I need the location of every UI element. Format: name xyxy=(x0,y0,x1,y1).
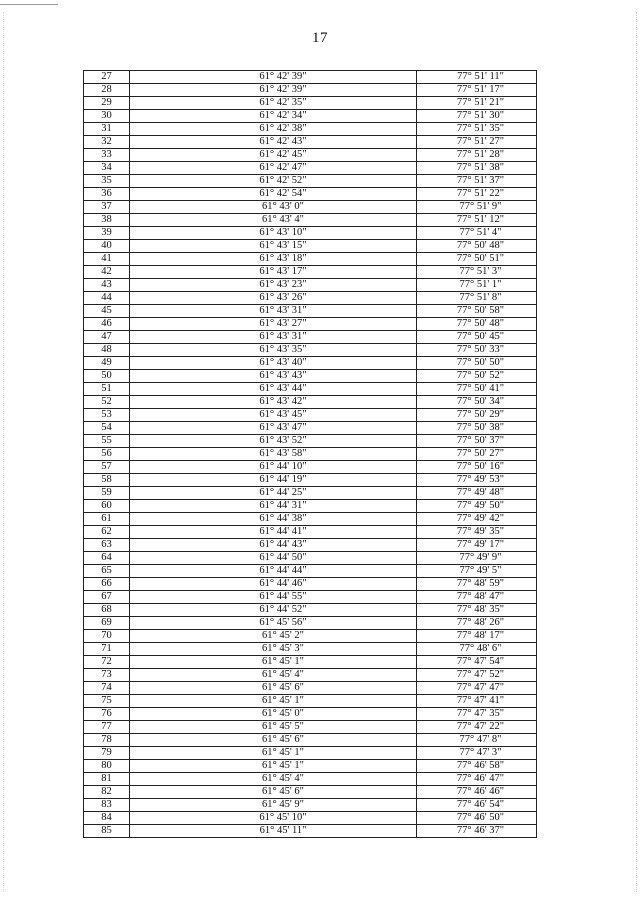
longitude-cell: 77° 47' 52" xyxy=(417,669,537,682)
longitude-cell: 77° 48' 47" xyxy=(417,591,537,604)
point-number-cell: 72 xyxy=(84,656,130,669)
table-row xyxy=(84,253,537,266)
point-number-cell: 32 xyxy=(84,136,130,149)
table-row xyxy=(84,383,537,396)
table-row xyxy=(84,461,537,474)
coordinates-table-body xyxy=(84,71,537,838)
latitude-cell: 61° 45' 1" xyxy=(130,656,417,669)
longitude-cell: 77° 47' 41" xyxy=(417,695,537,708)
table-row xyxy=(84,630,537,643)
point-number-cell: 49 xyxy=(84,357,130,370)
table-row xyxy=(84,656,537,669)
longitude-cell: 77° 47' 47" xyxy=(417,682,537,695)
table-row xyxy=(84,370,537,383)
table-row xyxy=(84,643,537,656)
point-number-cell: 85 xyxy=(84,825,130,838)
table-row xyxy=(84,448,537,461)
table-row xyxy=(84,318,537,331)
point-number-cell: 56 xyxy=(84,448,130,461)
longitude-cell: 77° 50' 27" xyxy=(417,448,537,461)
table-row xyxy=(84,71,537,84)
point-number-cell: 82 xyxy=(84,786,130,799)
longitude-cell: 77° 51' 30" xyxy=(417,110,537,123)
longitude-cell: 77° 51' 11" xyxy=(417,71,537,84)
point-number-cell: 64 xyxy=(84,552,130,565)
latitude-cell: 61° 44' 52" xyxy=(130,604,417,617)
latitude-cell: 61° 43' 10" xyxy=(130,227,417,240)
longitude-cell: 77° 51' 8" xyxy=(417,292,537,305)
latitude-cell: 61° 43' 58" xyxy=(130,448,417,461)
longitude-cell: 77° 49' 42" xyxy=(417,513,537,526)
longitude-cell: 77° 48' 26" xyxy=(417,617,537,630)
table-row xyxy=(84,344,537,357)
point-number-cell: 81 xyxy=(84,773,130,786)
longitude-cell: 77° 50' 52" xyxy=(417,370,537,383)
longitude-cell: 77° 50' 58" xyxy=(417,305,537,318)
table-row xyxy=(84,123,537,136)
latitude-cell: 61° 45' 6" xyxy=(130,786,417,799)
table-row xyxy=(84,747,537,760)
longitude-cell: 77° 48' 6" xyxy=(417,643,537,656)
table-row xyxy=(84,786,537,799)
longitude-cell: 77° 51' 1" xyxy=(417,279,537,292)
coordinates-table xyxy=(83,70,537,838)
point-number-cell: 75 xyxy=(84,695,130,708)
point-number-cell: 35 xyxy=(84,175,130,188)
table-row xyxy=(84,682,537,695)
latitude-cell: 61° 45' 1" xyxy=(130,760,417,773)
table-row xyxy=(84,721,537,734)
point-number-cell: 76 xyxy=(84,708,130,721)
latitude-cell: 61° 42' 47" xyxy=(130,162,417,175)
latitude-cell: 61° 44' 10" xyxy=(130,461,417,474)
table-row xyxy=(84,266,537,279)
latitude-cell: 61° 45' 11" xyxy=(130,825,417,838)
longitude-cell: 77° 50' 29" xyxy=(417,409,537,422)
longitude-cell: 77° 46' 58" xyxy=(417,760,537,773)
table-row xyxy=(84,591,537,604)
point-number-cell: 54 xyxy=(84,422,130,435)
longitude-cell: 77° 51' 4" xyxy=(417,227,537,240)
latitude-cell: 61° 42' 43" xyxy=(130,136,417,149)
longitude-cell: 77° 51' 38" xyxy=(417,162,537,175)
table-row xyxy=(84,227,537,240)
point-number-cell: 63 xyxy=(84,539,130,552)
table-row xyxy=(84,162,537,175)
longitude-cell: 77° 48' 17" xyxy=(417,630,537,643)
longitude-cell: 77° 46' 37" xyxy=(417,825,537,838)
point-number-cell: 47 xyxy=(84,331,130,344)
longitude-cell: 77° 51' 22" xyxy=(417,188,537,201)
latitude-cell: 61° 43' 31" xyxy=(130,331,417,344)
point-number-cell: 59 xyxy=(84,487,130,500)
table-row xyxy=(84,422,537,435)
longitude-cell: 77° 49' 5" xyxy=(417,565,537,578)
point-number-cell: 65 xyxy=(84,565,130,578)
point-number-cell: 67 xyxy=(84,591,130,604)
point-number-cell: 41 xyxy=(84,253,130,266)
table-row xyxy=(84,760,537,773)
longitude-cell: 77° 50' 45" xyxy=(417,331,537,344)
point-number-cell: 53 xyxy=(84,409,130,422)
point-number-cell: 68 xyxy=(84,604,130,617)
point-number-cell: 80 xyxy=(84,760,130,773)
longitude-cell: 77° 46' 50" xyxy=(417,812,537,825)
table-row xyxy=(84,604,537,617)
point-number-cell: 52 xyxy=(84,396,130,409)
longitude-cell: 77° 50' 48" xyxy=(417,318,537,331)
point-number-cell: 36 xyxy=(84,188,130,201)
table-row xyxy=(84,812,537,825)
point-number-cell: 74 xyxy=(84,682,130,695)
table-row xyxy=(84,474,537,487)
table-row xyxy=(84,97,537,110)
latitude-cell: 61° 43' 47" xyxy=(130,422,417,435)
latitude-cell: 61° 45' 4" xyxy=(130,669,417,682)
longitude-cell: 77° 50' 48" xyxy=(417,240,537,253)
table-row xyxy=(84,773,537,786)
table-row xyxy=(84,799,537,812)
latitude-cell: 61° 45' 6" xyxy=(130,682,417,695)
latitude-cell: 61° 44' 55" xyxy=(130,591,417,604)
point-number-cell: 70 xyxy=(84,630,130,643)
latitude-cell: 61° 43' 31" xyxy=(130,305,417,318)
longitude-cell: 77° 48' 59" xyxy=(417,578,537,591)
point-number-cell: 38 xyxy=(84,214,130,227)
latitude-cell: 61° 45' 0" xyxy=(130,708,417,721)
point-number-cell: 58 xyxy=(84,474,130,487)
longitude-cell: 77° 47' 54" xyxy=(417,656,537,669)
right-margin-line xyxy=(636,12,637,892)
table-row xyxy=(84,409,537,422)
top-rule xyxy=(0,4,58,5)
latitude-cell: 61° 44' 31" xyxy=(130,500,417,513)
table-row xyxy=(84,84,537,97)
point-number-cell: 39 xyxy=(84,227,130,240)
latitude-cell: 61° 44' 44" xyxy=(130,565,417,578)
point-number-cell: 73 xyxy=(84,669,130,682)
table-row xyxy=(84,292,537,305)
table-row xyxy=(84,695,537,708)
latitude-cell: 61° 44' 50" xyxy=(130,552,417,565)
longitude-cell: 77° 48' 35" xyxy=(417,604,537,617)
latitude-cell: 61° 42' 52" xyxy=(130,175,417,188)
latitude-cell: 61° 43' 52" xyxy=(130,435,417,448)
latitude-cell: 61° 42' 38" xyxy=(130,123,417,136)
point-number-cell: 51 xyxy=(84,383,130,396)
longitude-cell: 77° 46' 47" xyxy=(417,773,537,786)
latitude-cell: 61° 43' 44" xyxy=(130,383,417,396)
point-number-cell: 57 xyxy=(84,461,130,474)
latitude-cell: 61° 42' 35" xyxy=(130,97,417,110)
latitude-cell: 61° 43' 40" xyxy=(130,357,417,370)
latitude-cell: 61° 44' 43" xyxy=(130,539,417,552)
point-number-cell: 44 xyxy=(84,292,130,305)
longitude-cell: 77° 49' 9" xyxy=(417,552,537,565)
latitude-cell: 61° 42' 54" xyxy=(130,188,417,201)
table-row xyxy=(84,513,537,526)
table-row xyxy=(84,240,537,253)
table-row xyxy=(84,305,537,318)
latitude-cell: 61° 43' 15" xyxy=(130,240,417,253)
latitude-cell: 61° 42' 39" xyxy=(130,84,417,97)
point-number-cell: 66 xyxy=(84,578,130,591)
point-number-cell: 33 xyxy=(84,149,130,162)
latitude-cell: 61° 43' 4" xyxy=(130,214,417,227)
point-number-cell: 45 xyxy=(84,305,130,318)
longitude-cell: 77° 49' 17" xyxy=(417,539,537,552)
latitude-cell: 61° 43' 27" xyxy=(130,318,417,331)
latitude-cell: 61° 44' 41" xyxy=(130,526,417,539)
latitude-cell: 61° 45' 9" xyxy=(130,799,417,812)
table-row xyxy=(84,578,537,591)
page-number: 17 xyxy=(312,30,328,46)
latitude-cell: 61° 42' 39" xyxy=(130,71,417,84)
table-row xyxy=(84,526,537,539)
longitude-cell: 77° 51' 27" xyxy=(417,136,537,149)
longitude-cell: 77° 50' 38" xyxy=(417,422,537,435)
point-number-cell: 40 xyxy=(84,240,130,253)
latitude-cell: 61° 43' 0" xyxy=(130,201,417,214)
latitude-cell: 61° 43' 26" xyxy=(130,292,417,305)
longitude-cell: 77° 50' 34" xyxy=(417,396,537,409)
table-row xyxy=(84,396,537,409)
latitude-cell: 61° 45' 3" xyxy=(130,643,417,656)
table-row xyxy=(84,110,537,123)
table-row xyxy=(84,487,537,500)
latitude-cell: 61° 44' 25" xyxy=(130,487,417,500)
point-number-cell: 37 xyxy=(84,201,130,214)
point-number-cell: 79 xyxy=(84,747,130,760)
table-row xyxy=(84,617,537,630)
latitude-cell: 61° 45' 10" xyxy=(130,812,417,825)
point-number-cell: 34 xyxy=(84,162,130,175)
latitude-cell: 61° 45' 2" xyxy=(130,630,417,643)
latitude-cell: 61° 42' 45" xyxy=(130,149,417,162)
longitude-cell: 77° 51' 9" xyxy=(417,201,537,214)
latitude-cell: 61° 45' 6" xyxy=(130,734,417,747)
table-row xyxy=(84,552,537,565)
longitude-cell: 77° 46' 54" xyxy=(417,799,537,812)
latitude-cell: 61° 45' 4" xyxy=(130,773,417,786)
latitude-cell: 61° 44' 19" xyxy=(130,474,417,487)
point-number-cell: 60 xyxy=(84,500,130,513)
point-number-cell: 27 xyxy=(84,71,130,84)
latitude-cell: 61° 45' 5" xyxy=(130,721,417,734)
table-row xyxy=(84,357,537,370)
longitude-cell: 77° 49' 50" xyxy=(417,500,537,513)
table-row xyxy=(84,214,537,227)
point-number-cell: 62 xyxy=(84,526,130,539)
table-row xyxy=(84,708,537,721)
point-number-cell: 28 xyxy=(84,84,130,97)
latitude-cell: 61° 45' 56" xyxy=(130,617,417,630)
latitude-cell: 61° 43' 42" xyxy=(130,396,417,409)
latitude-cell: 61° 43' 17" xyxy=(130,266,417,279)
longitude-cell: 77° 49' 35" xyxy=(417,526,537,539)
longitude-cell: 77° 51' 12" xyxy=(417,214,537,227)
point-number-cell: 46 xyxy=(84,318,130,331)
table-row xyxy=(84,500,537,513)
table-row xyxy=(84,825,537,838)
point-number-cell: 55 xyxy=(84,435,130,448)
table-row xyxy=(84,279,537,292)
table-row xyxy=(84,734,537,747)
longitude-cell: 77° 47' 22" xyxy=(417,721,537,734)
latitude-cell: 61° 44' 46" xyxy=(130,578,417,591)
longitude-cell: 77° 51' 21" xyxy=(417,97,537,110)
point-number-cell: 71 xyxy=(84,643,130,656)
point-number-cell: 83 xyxy=(84,799,130,812)
longitude-cell: 77° 47' 3" xyxy=(417,747,537,760)
point-number-cell: 48 xyxy=(84,344,130,357)
latitude-cell: 61° 45' 1" xyxy=(130,695,417,708)
longitude-cell: 77° 50' 41" xyxy=(417,383,537,396)
latitude-cell: 61° 43' 18" xyxy=(130,253,417,266)
point-number-cell: 69 xyxy=(84,617,130,630)
point-number-cell: 31 xyxy=(84,123,130,136)
longitude-cell: 77° 50' 51" xyxy=(417,253,537,266)
latitude-cell: 61° 42' 34" xyxy=(130,110,417,123)
longitude-cell: 77° 51' 37" xyxy=(417,175,537,188)
table-row xyxy=(84,565,537,578)
latitude-cell: 61° 43' 43" xyxy=(130,370,417,383)
point-number-cell: 29 xyxy=(84,97,130,110)
table-row xyxy=(84,669,537,682)
longitude-cell: 77° 46' 46" xyxy=(417,786,537,799)
longitude-cell: 77° 51' 28" xyxy=(417,149,537,162)
longitude-cell: 77° 51' 17" xyxy=(417,84,537,97)
point-number-cell: 77 xyxy=(84,721,130,734)
latitude-cell: 61° 43' 23" xyxy=(130,279,417,292)
table-row xyxy=(84,188,537,201)
table-row xyxy=(84,136,537,149)
table-row xyxy=(84,149,537,162)
longitude-cell: 77° 49' 48" xyxy=(417,487,537,500)
table-row xyxy=(84,539,537,552)
left-margin-line xyxy=(3,12,4,892)
longitude-cell: 77° 50' 37" xyxy=(417,435,537,448)
latitude-cell: 61° 43' 35" xyxy=(130,344,417,357)
latitude-cell: 61° 45' 1" xyxy=(130,747,417,760)
longitude-cell: 77° 47' 35" xyxy=(417,708,537,721)
point-number-cell: 61 xyxy=(84,513,130,526)
table-row xyxy=(84,201,537,214)
longitude-cell: 77° 50' 50" xyxy=(417,357,537,370)
longitude-cell: 77° 51' 35" xyxy=(417,123,537,136)
latitude-cell: 61° 44' 38" xyxy=(130,513,417,526)
longitude-cell: 77° 50' 33" xyxy=(417,344,537,357)
latitude-cell: 61° 43' 45" xyxy=(130,409,417,422)
table-row xyxy=(84,175,537,188)
point-number-cell: 78 xyxy=(84,734,130,747)
longitude-cell: 77° 49' 53" xyxy=(417,474,537,487)
point-number-cell: 43 xyxy=(84,279,130,292)
table-row xyxy=(84,435,537,448)
point-number-cell: 84 xyxy=(84,812,130,825)
point-number-cell: 42 xyxy=(84,266,130,279)
longitude-cell: 77° 47' 8" xyxy=(417,734,537,747)
table-row xyxy=(84,331,537,344)
point-number-cell: 30 xyxy=(84,110,130,123)
longitude-cell: 77° 50' 16" xyxy=(417,461,537,474)
point-number-cell: 50 xyxy=(84,370,130,383)
longitude-cell: 77° 51' 3" xyxy=(417,266,537,279)
